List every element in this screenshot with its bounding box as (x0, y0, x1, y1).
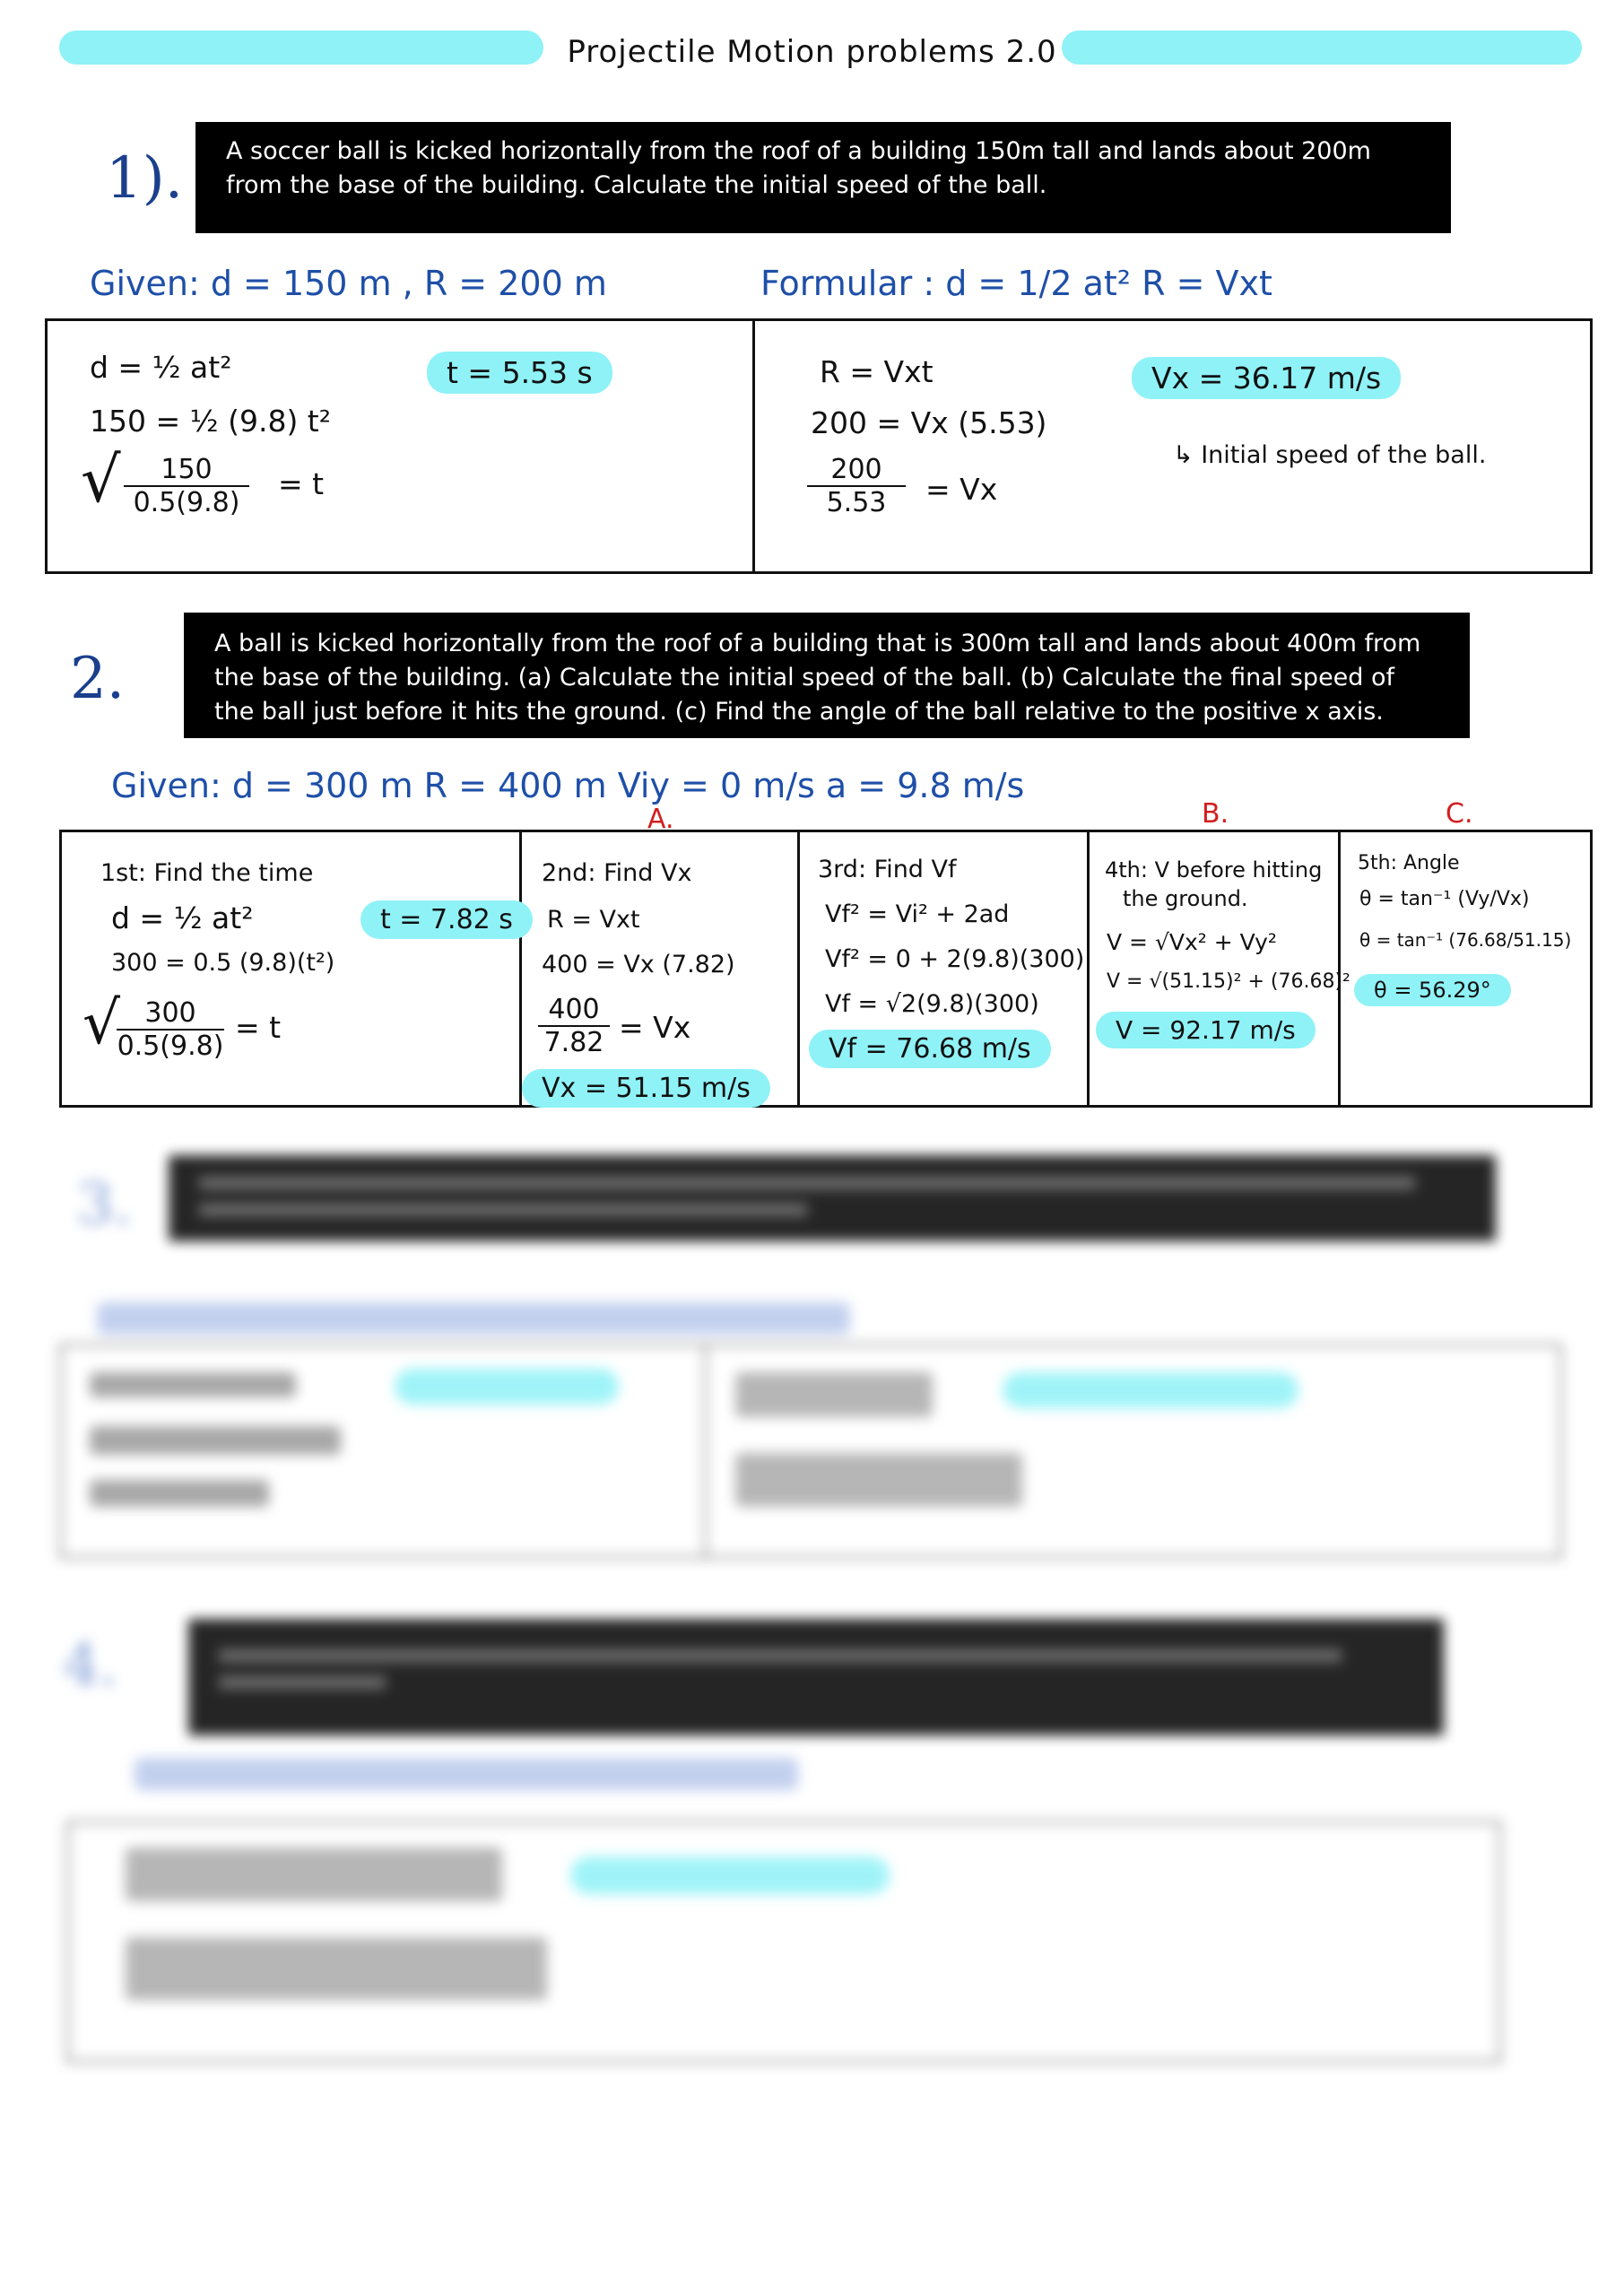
p2-result-vf: Vf = 76.68 m/s (809, 1030, 1051, 1068)
p2-col3-heading: 3rd: Find Vf (818, 856, 957, 883)
p2-col4-line1: V = √Vx² + Vy² (1107, 929, 1277, 955)
p2-col1-heading: 1st: Find the time (100, 859, 314, 887)
p1-right-note: ↳ Initial speed of the ball. (1173, 441, 1487, 469)
p1-left-line1: d = ½ at² (90, 350, 232, 385)
p1-right-fraction: $\frac{200}{5.53}$ (807, 454, 906, 518)
p1-left-fraction: $\frac{150}{0.5(9.8)}$ (124, 454, 249, 518)
p1-right-eq-vx: = Vx (925, 472, 998, 507)
p2-divider-4 (1338, 832, 1341, 1105)
p2-col3-line1: Vf² = Vi² + 2ad (825, 900, 1010, 928)
p1-right-line1: R = Vxt (820, 354, 934, 389)
problem-4-given-obscured (135, 1758, 798, 1790)
problem-1-statement: A soccer ball is kicked horizontally from the roof of a building 150m tall and lands about 200m from the base of the building. Calculate the initial speed of the ball. (195, 122, 1451, 233)
p2-col2-eq: = Vx (619, 1010, 691, 1045)
p2-divider-1 (519, 832, 522, 1105)
p2-col2-line1: R = Vxt (547, 906, 640, 934)
p2-col1-sqrt: √ (83, 988, 121, 1057)
p2-col1-line1: d = ½ at² (111, 900, 254, 935)
problem-3-given-obscured (97, 1302, 850, 1335)
p2-col1-eq: = t (235, 1010, 282, 1045)
problem-1-formula: Formular : d = 1/2 at² R = Vxt (760, 264, 1272, 303)
p2-col5-line1: θ = tan⁻¹ (Vy/Vx) (1359, 888, 1530, 910)
p2-label-c: C. (1446, 798, 1473, 830)
p1-result-vx: Vx = 36.17 m/s (1132, 357, 1401, 399)
problem-2-statement: A ball is kicked horizontally from the roof of a building that is 300m tall and lands about 400m from the base of the building. (a) Calculate the initial speed of the ball. (b) Calculate the final speed of the ball just before it hits the ground. (c) Find the angle of the ball relative to the positive x axis. (184, 613, 1470, 738)
p1-right-line2: 200 = Vx (5.53) (811, 405, 1047, 440)
p2-result-vx: Vx = 51.15 m/s (522, 1069, 770, 1108)
p2-col4-heading-2: the ground. (1123, 886, 1248, 911)
blurred-preview-region (0, 1148, 1624, 2152)
problem-2-number: 2. (70, 646, 126, 712)
p2-label-b: B. (1202, 798, 1229, 830)
p2-result-v: V = 92.17 m/s (1096, 1012, 1316, 1048)
p2-label-a: A. (647, 804, 674, 835)
problem-1-number: 1). (106, 145, 184, 212)
problem-4-result-obscured (570, 1857, 890, 1894)
page-title: Projectile Motion problems 2.0 (567, 34, 1057, 70)
problem-1-divider (752, 321, 755, 571)
p2-result-angle: θ = 56.29° (1354, 974, 1511, 1006)
p2-col2-line2: 400 = Vx (7.82) (542, 951, 735, 978)
p2-col4-line2: V = √(51.15)² + (76.68)² (1107, 970, 1350, 993)
p2-divider-3 (1087, 832, 1090, 1105)
p2-col3-line2: Vf² = 0 + 2(9.8)(300) (825, 945, 1085, 973)
p1-left-sqrt: √ (81, 443, 121, 517)
p1-left-eq-t: = t (278, 466, 325, 501)
p2-col1-fraction: $\frac{300}{0.5(9.8)}$ (117, 997, 224, 1062)
problem-3-result-obscured (395, 1369, 619, 1405)
p2-col5-heading: 5th: Angle (1358, 852, 1460, 874)
problem-4-number: 4. (63, 1632, 118, 1699)
problem-3-result2-obscured (1003, 1372, 1298, 1408)
p2-col5-line2: θ = tan⁻¹ (76.68/51.15) (1359, 929, 1572, 951)
problem-3-statement-obscured (169, 1155, 1496, 1241)
p1-result-time: t = 5.53 s (427, 352, 612, 394)
p2-col4-heading-1: 4th: V before hitting (1105, 857, 1323, 883)
p2-col3-line3: Vf = √2(9.8)(300) (825, 990, 1039, 1018)
problem-2-given: Given: d = 300 m R = 400 m Viy = 0 m/s a = 9.8 m/s (111, 766, 1025, 805)
problem-4-statement-obscured (188, 1619, 1444, 1735)
p2-col1-line2: 300 = 0.5 (9.8)(t²) (111, 949, 335, 977)
problem-3-number: 3. (77, 1171, 133, 1238)
p1-left-line2: 150 = ½ (9.8) t² (90, 404, 331, 439)
p2-col2-heading: 2nd: Find Vx (542, 859, 692, 887)
problem-1-given: Given: d = 150 m , R = 200 m (90, 264, 607, 303)
p2-result-time: t = 7.82 s (360, 900, 533, 939)
p2-divider-2 (797, 832, 800, 1105)
p2-col2-fraction: $\frac{400}{7.82}$ (538, 994, 610, 1058)
